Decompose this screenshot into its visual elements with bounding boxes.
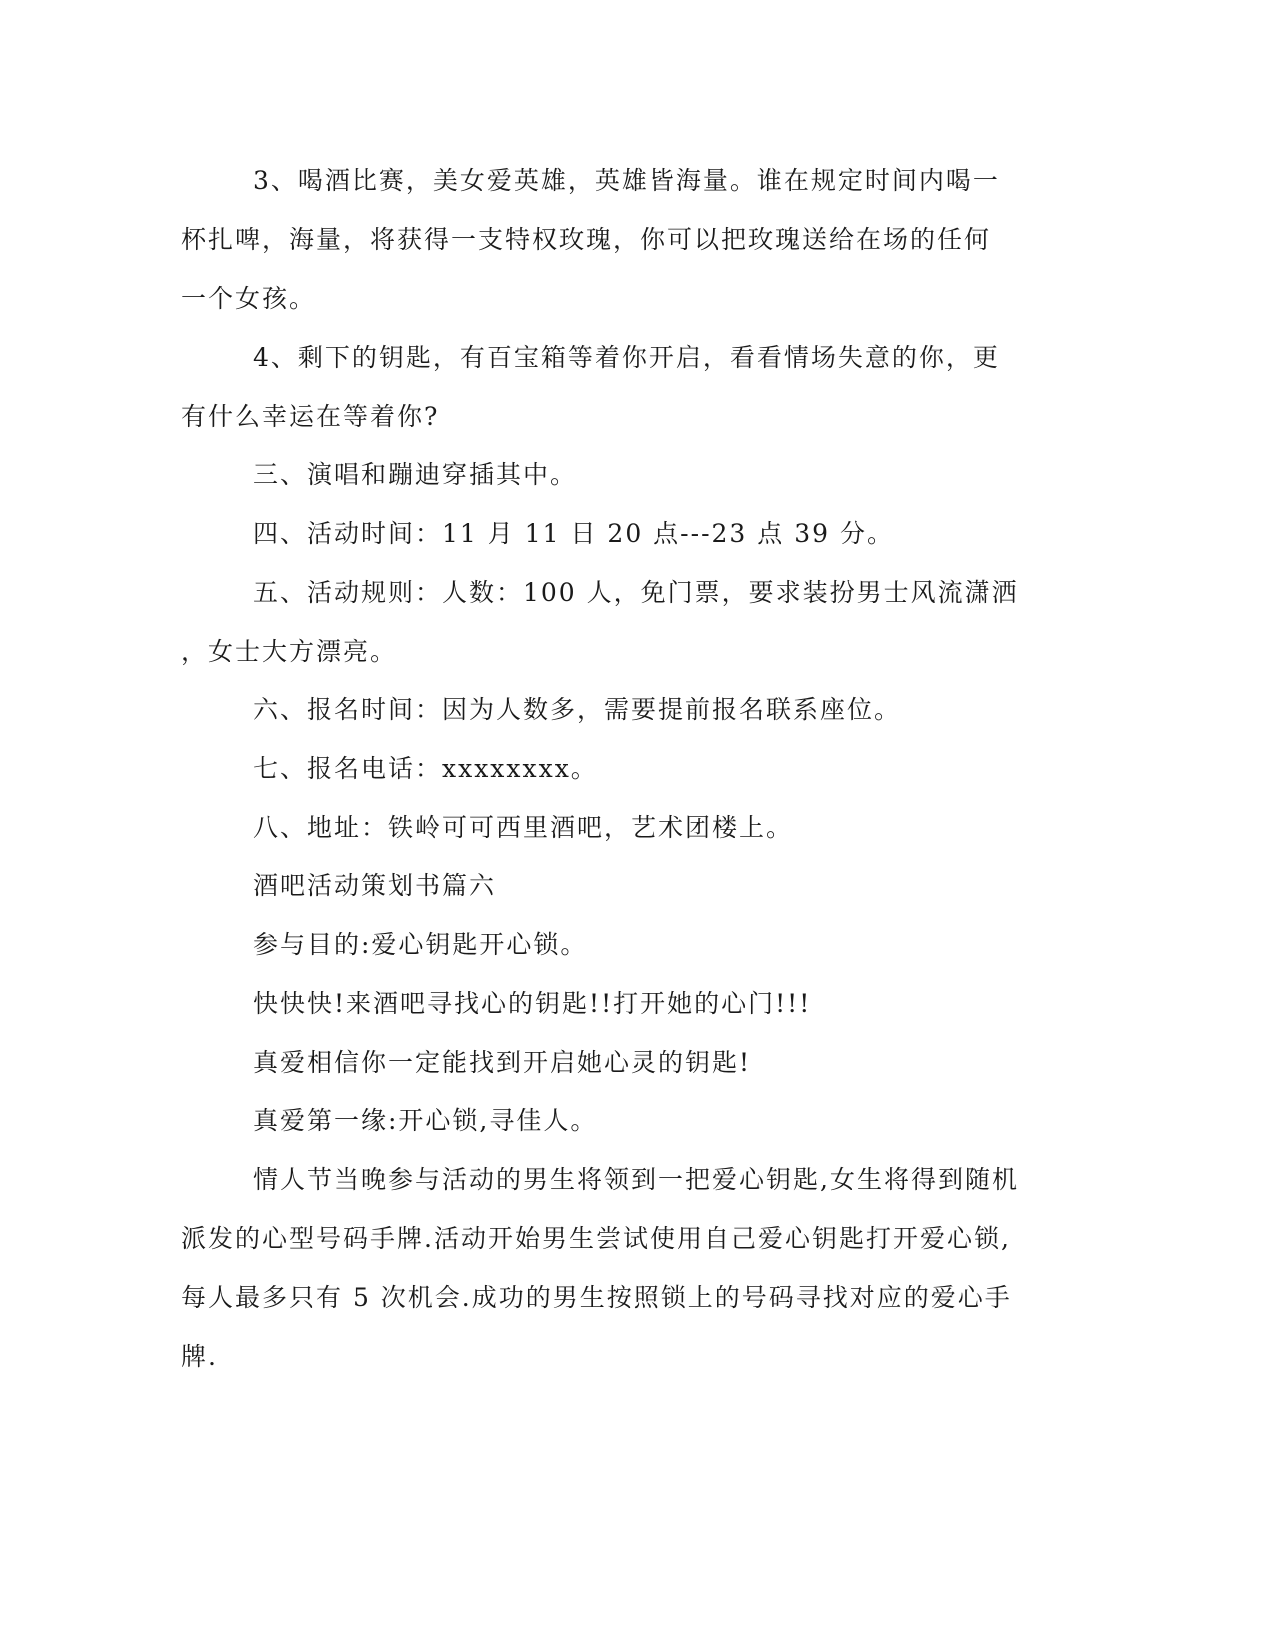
text-line: 4、剩下的钥匙，有百宝箱等着你开启，看看情场失意的你，更 (253, 343, 1000, 372)
text-line: 七、报名电话：xxxxxxxx。 (253, 754, 598, 783)
text-line: 五、活动规则：人数：100 人，免门票，要求装扮男士风流潇洒 (253, 578, 1019, 607)
text-line: 一个女孩。 (181, 284, 317, 313)
text-line: 三、演唱和蹦迪穿插其中。 (253, 460, 578, 489)
text-line: 3、喝酒比赛，美女爱英雄，英雄皆海量。谁在规定时间内喝一 (253, 166, 1000, 195)
text-line: 杯扎啤，海量，将获得一支特权玫瑰，你可以把玫瑰送给在场的任何 (181, 225, 992, 254)
text-line: ，女士大方漂亮。 (181, 637, 398, 666)
text-line: 派发的心型号码手牌.活动开始男生尝试使用自己爱心钥匙打开爱心锁, (181, 1224, 1011, 1253)
text-line: 牌. (181, 1342, 218, 1371)
text-line: 有什么幸运在等着你? (181, 402, 440, 431)
text-line: 每人最多只有 5 次机会.成功的男生按照锁上的号码寻找对应的爱心手 (181, 1283, 1012, 1312)
text-line: 真爱第一缘:开心锁,寻佳人。 (253, 1106, 598, 1135)
text-line: 八、地址：铁岭可可西里酒吧，艺术团楼上。 (253, 813, 794, 842)
section-heading: 酒吧活动策划书篇六 (253, 871, 497, 900)
text-line: 四、活动时间：11 月 11 日 20 点---23 点 39 分。 (253, 519, 894, 548)
text-line: 快快快!来酒吧寻找心的钥匙!!打开她的心门!!! (253, 989, 812, 1018)
text-line: 参与目的:爱心钥匙开心锁。 (253, 930, 588, 959)
text-line: 情人节当晚参与活动的男生将领到一把爱心钥匙,女生将得到随机 (253, 1165, 1019, 1194)
text-line: 真爱相信你一定能找到开启她心灵的钥匙! (253, 1048, 752, 1077)
text-line: 六、报名时间：因为人数多，需要提前报名联系座位。 (253, 695, 902, 724)
